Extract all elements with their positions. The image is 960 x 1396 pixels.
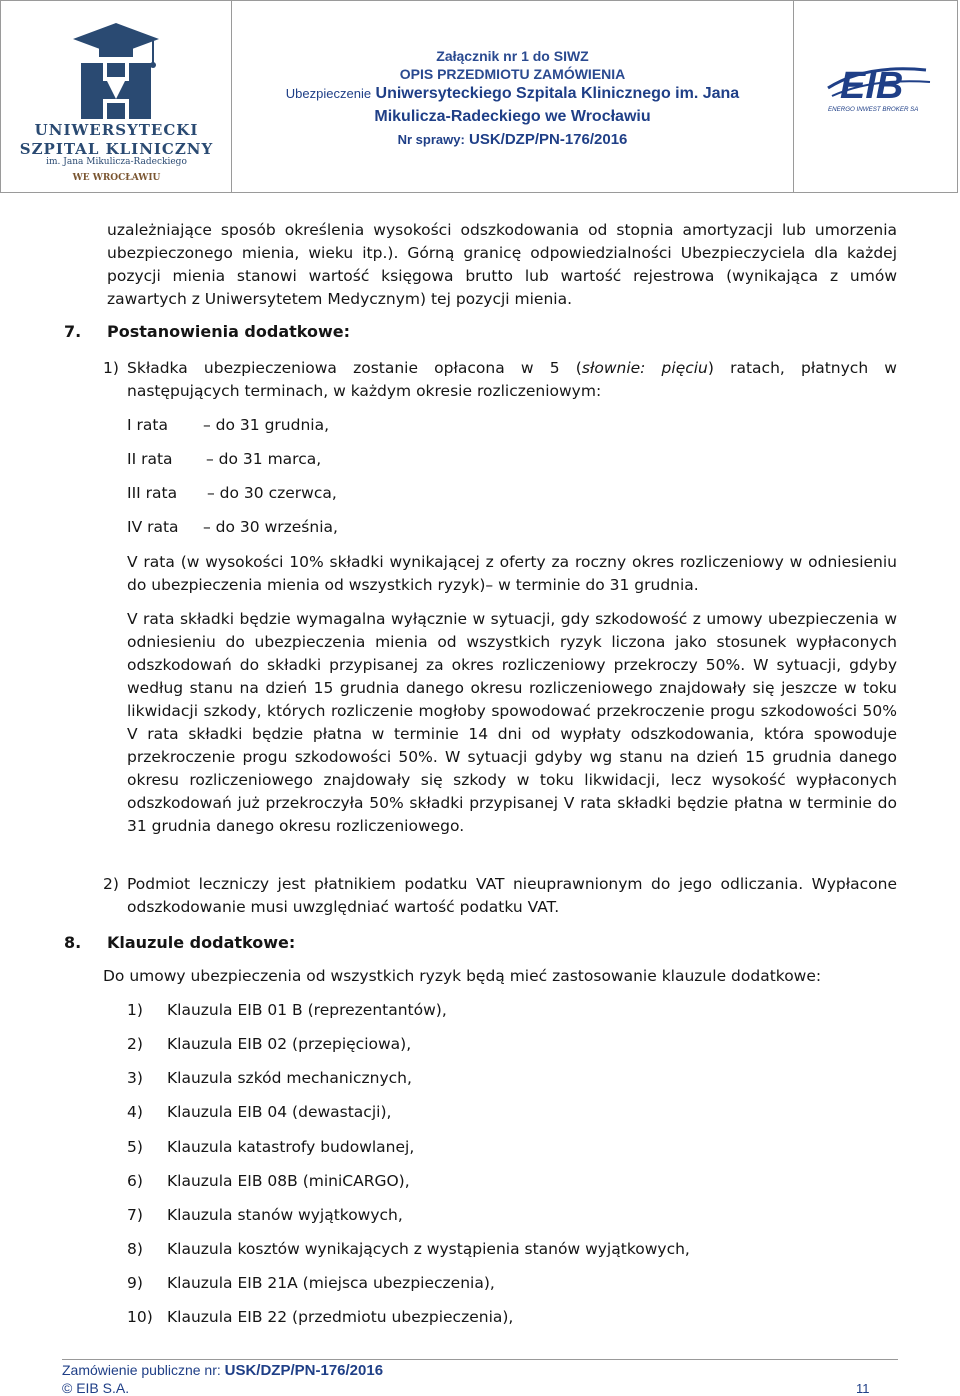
section-7-item-1-text: Składka ubezpieczeniowa zostanie opłacona w 5 (słownie: pięciu) ratach, płatnych w następujących terminach, w każdym okresie rozliczeniowym: — [127, 359, 897, 400]
university-name-line1: UNIWERSYTECKI — [34, 121, 199, 139]
section-7-number: 7. — [64, 322, 82, 341]
rate-1-label: I rata — [127, 416, 168, 434]
section-8-intro: Do umowy ubezpieczenia od wszystkich ryzyk będą mieć zastosowanie klauzule dodatkowe: — [103, 967, 822, 985]
clause-item: 7) Klauzula stanów wyjątkowych, — [127, 1206, 403, 1224]
insurance-title-cont: Mikulicza-Radeckiego we Wrocławiu — [374, 108, 651, 125]
rate-3-term: – do 30 czerwca, — [207, 484, 337, 502]
clause-item: 3) Klauzula szkód mechanicznych, — [127, 1069, 412, 1087]
clause-item: 9) Klauzula EIB 21A (miejsca ubezpieczenia), — [127, 1274, 495, 1292]
rate-2-term: – do 31 marca, — [206, 450, 322, 468]
section-8-title: Klauzule dodatkowe: — [107, 933, 296, 952]
svg-text:ENERGO INWEST BROKER SA: ENERGO INWEST BROKER SA — [828, 106, 919, 113]
rate-4-term: – do 30 września, — [203, 518, 338, 536]
annex-title: Załącznik nr 1 do SIWZ — [436, 48, 589, 64]
case-number: Nr sprawy: USK/DZP/PN-176/2016 — [397, 131, 628, 148]
section-7-item-2-number: 2) — [103, 875, 119, 893]
section-8-number: 8. — [64, 933, 82, 952]
broker-logo-cell — [794, 1, 957, 192]
section-7-item-2-text: Podmiot leczniczy jest płatnikiem podatku VAT nieuprawnionym do jego odliczania. Wypłacone odszkodowanie musi uwzględniać wartość podatku VAT. — [127, 875, 897, 916]
clause-item: 4) Klauzula EIB 04 (dewastacji), — [127, 1103, 392, 1121]
header-title-cell — [232, 1, 794, 192]
clause-item: 6) Klauzula EIB 08B (miniCARGO), — [127, 1172, 410, 1190]
footer-divider — [62, 1359, 898, 1360]
section-7-item-1-number: 1) — [103, 359, 119, 377]
rate-4-label: IV rata — [127, 518, 179, 536]
university-name-line4: WE WROCŁAWIU — [72, 173, 161, 183]
section-7-title: Postanowienia dodatkowe: — [107, 322, 351, 341]
rate-3-label: III rata — [127, 484, 178, 502]
rate-5-conditions-paragraph: V rata składki będzie wymagalna wyłącznie w sytuacji, gdy szkodowość z umowy ubezpieczenia w odniesieniu do ubezpieczenia mienia od wszystkich ryzyk liczona jako stosunek wypłaconych odszkodowań do składki przypisanej za okres rozliczeniowy przekroczy 50%. W sytuacji, gdyby według stanu na dzień 15 grudnia danego okresu rozliczeniowego znajdowały się jeszcze w toku likwidacji szkody, których rozliczenie mogłoby spowodować przekroczenie progu szkodowości 50% V rata składki będzie płatna w terminie 14 dni od wypłaty odszkodowania, która spowoduje przekroczenie progu szkodowości 50%. W sytuacji gdyby wg stanu na dzień 15 grudnia danego okresu rozliczeniowego znajdowały się szkody w toku likwidacji, lecz wysokość wypłaconych odszkodowań już przekroczyła 50% składki przypisanej V rata składki będzie płatna w terminie do 31 grudnia danego okresu rozliczeniowego. — [127, 610, 897, 835]
clause-item: 5) Klauzula katastrofy budowlanej, — [127, 1138, 415, 1156]
university-name-line2: SZPITAL KLINICZNY — [19, 140, 214, 158]
clause-item: 10) Klauzula EIB 22 (przedmiotu ubezpieczenia), — [127, 1308, 514, 1326]
svg-text:EIB: EIB — [840, 65, 904, 107]
eib-logo-icon — [826, 56, 936, 114]
footer-copyright: © EIB S.A. — [62, 1380, 130, 1396]
rate-2-label: II rata — [127, 450, 173, 468]
page-number: 11 — [856, 1381, 870, 1396]
page-header — [0, 0, 958, 193]
footer-order-number: Zamówienie publiczne nr: USK/DZP/PN-176/2016 — [62, 1362, 384, 1379]
clause-item: 1) Klauzula EIB 01 B (reprezentantów), — [127, 1001, 447, 1019]
clause-item: 2) Klauzula EIB 02 (przepięciowa), — [127, 1035, 412, 1053]
insurance-title: Ubezpieczenie Uniwersyteckiego Szpitala Klinicznego im. Jana — [285, 85, 740, 102]
rate-1-term: – do 31 grudnia, — [203, 416, 330, 434]
university-logo-cell — [1, 1, 232, 192]
description-title: OPIS PRZEDMIOTU ZAMÓWIENIA — [399, 66, 626, 82]
intro-paragraph: uzależniające sposób określenia wysokości odszkodowania od stopnia amortyzacji lub umorzenia ubezpieczonego mienia, wieku itp.). Górną granicę odpowiedzialności Ubezpieczyciela dla każdej pozycji mienia stanowi wartość księgowa brutto lub wartość rejestrowa (wynikająca z umów zawartych z Uniwersytetem Medycznym) tej pozycji mienia. — [107, 221, 897, 308]
university-name-line3: im. Jana Mikulicza-Radeckiego — [46, 157, 187, 167]
university-crest-icon — [41, 19, 191, 119]
rate-5-paragraph: V rata (w wysokości 10% składki wynikającej z oferty za roczny okres rozliczeniowy w odniesieniu do ubezpieczenia mienia od wszystkich ryzyk)– w terminie do 31 grudnia. — [127, 553, 897, 594]
clause-item: 8) Klauzula kosztów wynikających z wystąpienia stanów wyjątkowych, — [127, 1240, 690, 1258]
